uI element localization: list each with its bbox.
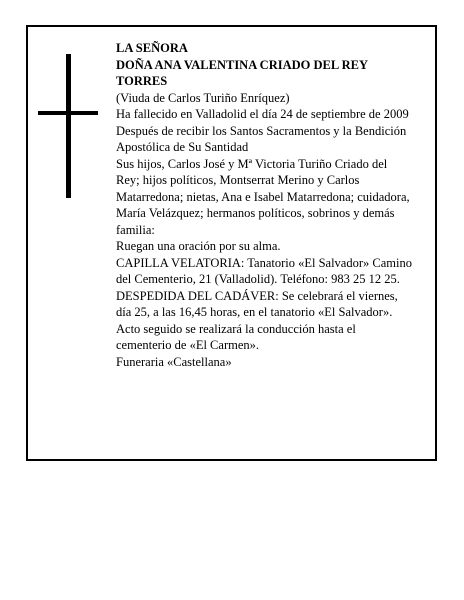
cross-icon: [38, 54, 98, 198]
obituary-notice: [26, 25, 437, 461]
chapel-info: CAPILLA VELATORIA: Tanatorio «El Salvador» Camino del Cementerio, 21 (Valladolid). Teléfono: 983 25 12 25.: [116, 255, 412, 286]
passing-statement: Ha fallecido en Valladolid el día 24 de septiembre de 2009: [116, 107, 409, 121]
widow-of: (Viuda de Carlos Turiño Enríquez): [116, 90, 290, 105]
farewell-info: DESPEDIDA DEL CADÁVER: Se celebrará el viernes, día 25, a las 16,45 horas, en el tanatorio «El Salvador». Acto seguido se realizará la conducción hasta el cementerio de «El Carmen».: [116, 288, 398, 352]
family-list: Sus hijos, Carlos José y Mª Victoria Turiño Criado del Rey; hijos políticos, Montserrat Merino y Carlos Matarredona; nietas, Ana e Isabel Matarredona; cuidadora, María Velázquez; hermanos políticos, sobrinos y demás familia:: [116, 156, 410, 237]
cross-horizontal-bar: [38, 111, 98, 115]
prayer-request: Ruegan una oración por su alma.: [116, 239, 281, 253]
notice-title: LA SEÑORA: [116, 41, 188, 55]
obituary-text: [116, 40, 412, 370]
sacraments-statement: Después de recibir los Santos Sacramentos y la Bendición Apostólica de Su Santidad: [116, 123, 407, 154]
deceased-name: DOÑA ANA VALENTINA CRIADO DEL REY TORRES: [116, 57, 368, 88]
funeral-home: Funeraria «Castellana»: [116, 354, 232, 369]
cross-vertical-bar: [66, 54, 71, 198]
